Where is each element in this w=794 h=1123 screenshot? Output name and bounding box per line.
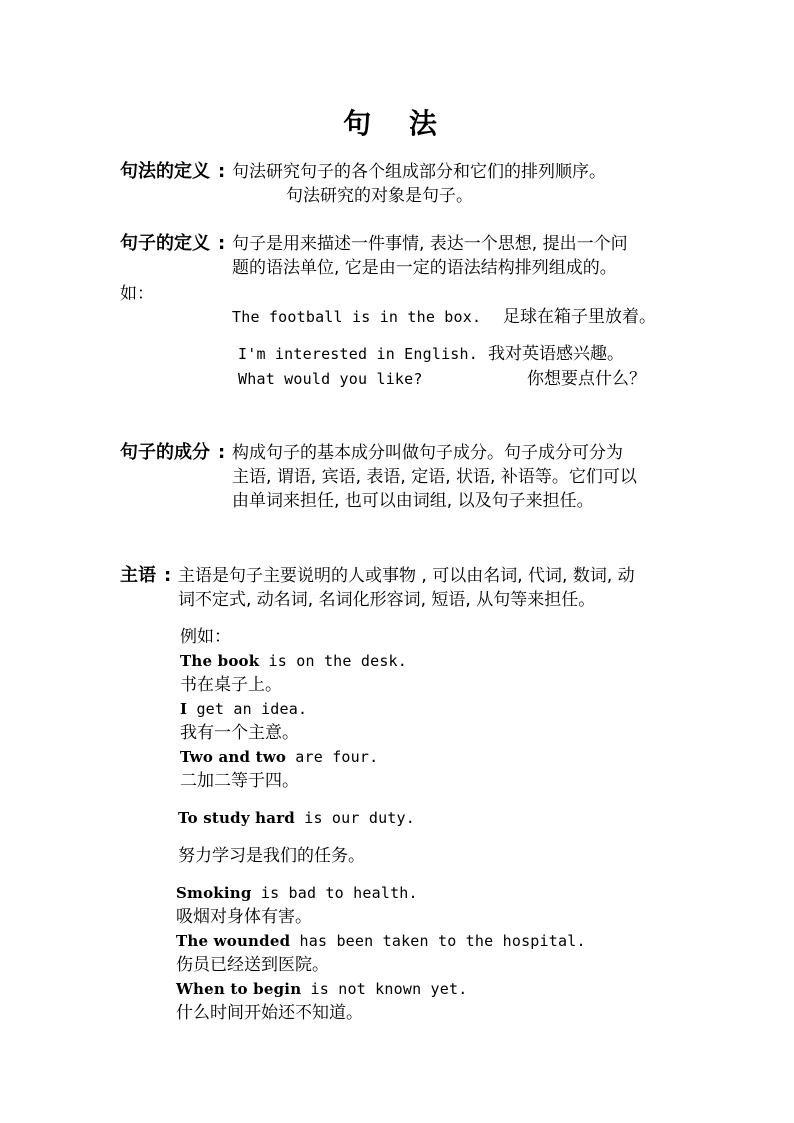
components-line2: 主语, 谓语, 宾语, 表语, 定语, 状语, 补语等。它们可以 — [232, 467, 637, 487]
example-zh-3: 你想要点什么？ — [527, 369, 646, 389]
subject-example-en-6: The wounded has been taken to the hospital. — [176, 932, 586, 950]
syntax-def-line1: 句法研究句子的各个组成部分和它们的排列顺序。 — [232, 162, 606, 182]
subject-example-zh-4: 努力学习是我们的任务。 — [178, 846, 365, 866]
sentence-def-label: 句子的定义 — [120, 233, 210, 254]
subject-example-zh-2: 我有一个主意。 — [180, 723, 299, 743]
subject-line1: 主语是句子主要说明的人或事物 , 可以由名词, 代词, 数词, 动 — [178, 566, 635, 586]
subject-example-zh-5: 吸烟对身体有害。 — [176, 907, 312, 927]
subject-example-label: 例如： — [180, 627, 231, 647]
example-en-2: I'm interested in English. — [238, 345, 478, 363]
components-label: 句子的成分 — [120, 442, 210, 463]
sentence-def-line2: 题的语法单位, 它是由一定的语法结构排列组成的。 — [232, 258, 617, 278]
sentence-def-line1: 句子是用来描述一件事情, 表达一个思想, 提出一个问 — [232, 234, 628, 254]
components-line1: 构成句子的基本成分叫做句子成分。句子成分可分为 — [232, 443, 623, 463]
subject-line2: 词不定式, 动名词, 名词化形容词, 短语, 从句等来担任。 — [178, 590, 596, 610]
subject-label: 主语 — [120, 565, 156, 586]
components-line3: 由单词来担任, 也可以由词组, 以及句子来担任。 — [232, 491, 594, 511]
example-en-1: The football is in the box. — [232, 308, 482, 326]
subject-example-zh-6: 伤员已经送到医院。 — [176, 955, 329, 975]
subject-colon: : — [164, 565, 172, 586]
subject-example-en-2: I get an idea. — [180, 700, 308, 718]
page-title: 句 法 — [343, 107, 451, 140]
subject-example-en-5: Smoking is bad to health. — [176, 884, 418, 902]
components-colon: : — [218, 442, 226, 463]
example-label: 如： — [120, 284, 154, 304]
sentence-def-colon: : — [218, 233, 226, 254]
example-zh-1: 足球在箱子里放着。 — [503, 307, 656, 327]
example-zh-2: 我对英语感兴趣。 — [488, 344, 624, 364]
subject-example-en-3: Two and two are four. — [180, 748, 379, 766]
subject-example-zh-7: 什么时间开始还不知道。 — [176, 1003, 363, 1023]
subject-example-zh-3: 二加二等于四。 — [180, 771, 299, 791]
syntax-def-line2: 句法研究的对象是句子。 — [286, 186, 473, 206]
syntax-def-colon: : — [218, 161, 226, 182]
subject-example-en-4: To study hard is our duty. — [178, 809, 415, 827]
example-en-3: What would you like? — [238, 370, 423, 388]
subject-example-en-7: When to begin is not known yet. — [176, 980, 468, 998]
subject-example-en-1: The book is on the desk. — [180, 652, 408, 670]
subject-example-zh-1: 书在桌子上。 — [180, 675, 282, 695]
syntax-def-label: 句法的定义 — [120, 161, 210, 182]
